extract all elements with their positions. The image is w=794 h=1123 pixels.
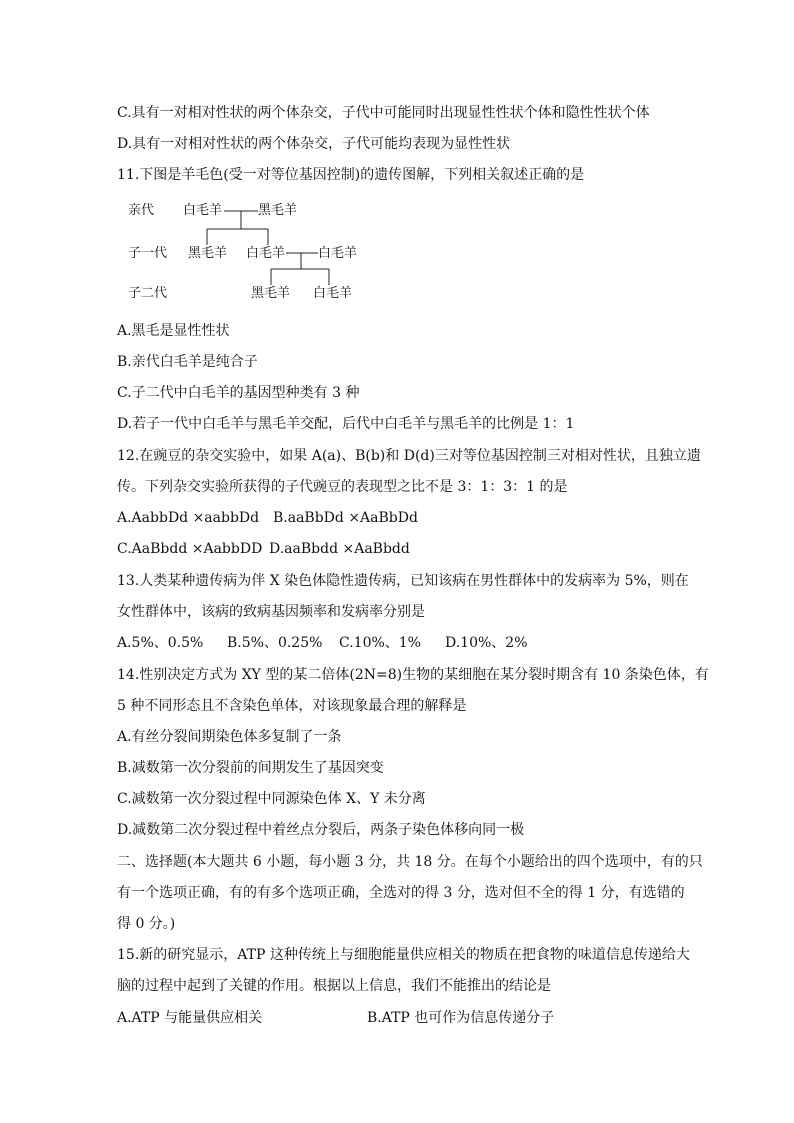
gen-label-f1: 子一代 — [128, 246, 168, 261]
q12-stem-line1: 12.在豌豆的杂交实验中，如果 A(a)、B(b)和 D(d)三对等位基因控制三对相对性状，且独立遗 — [117, 448, 701, 464]
f1-white-sheep: 白毛羊 — [246, 246, 286, 261]
q15-stem-line1: 15.新的研究显示，ATP 这种传统上与细胞能量供应相关的物质在把食物的味道信息传递给大 — [117, 947, 690, 963]
q12-option-b: B.aaBbDd ×AaBbDd — [273, 510, 418, 526]
f2-black-sheep: 黑毛羊 — [251, 286, 291, 301]
q13-option-a: A.5%、0.5% — [117, 635, 204, 651]
q14-option-a: A.有丝分裂间期染色体多复制了一条 — [117, 729, 342, 745]
gen-label-parents: 亲代 — [128, 203, 155, 218]
f2-white-sheep: 白毛羊 — [313, 286, 353, 301]
q12-option-d: D.aaBbdd ×AaBbdd — [269, 541, 410, 557]
mate-white-sheep: 白毛羊 — [318, 246, 358, 261]
q13-option-d: D.10%、2% — [445, 635, 528, 651]
q11-option-c: C.子二代中白毛羊的基因型种类有 3 种 — [117, 385, 360, 401]
q14-option-b: B.减数第一次分裂前的间期发生了基因突变 — [117, 760, 384, 776]
q15-option-b: B.ATP 也可作为信息传递分子 — [367, 1010, 555, 1026]
parent-black-sheep: 黑毛羊 — [258, 203, 298, 218]
q13-stem-line2: 女性群体中，该病的致病基因频率和发病率分别是 — [117, 604, 425, 620]
q13-option-c: C.10%、1% — [339, 635, 421, 651]
q13-stem-line1: 13.人类某种遗传病为伴 X 染色体隐性遗传病，已知该病在男性群体中的发病率为 5%，则在 — [117, 573, 689, 589]
gen-label-f2: 子二代 — [128, 286, 168, 301]
q10-option-c: C.具有一对相对性状的两个体杂交，子代中可能同时出现显性性状个体和隐性性状个体 — [117, 105, 650, 121]
section2-heading-line1: 二、选择题(本大题共 6 小题，每小题 3 分，共 18 分。在每个小题给出的四个选项中，有的只 — [117, 854, 703, 870]
q15-option-a: A.ATP 与能量供应相关 — [117, 1010, 263, 1026]
section2-heading-line2: 有一个选项正确，有的有多个选项正确，全选对的得 3 分，选对但不全的得 1 分，有选错的 — [117, 885, 685, 901]
q14-option-d: D.减数第二次分裂过程中着丝点分裂后，两条子染色体移向同一极 — [117, 822, 525, 838]
q13-option-b: B.5%、0.25% — [227, 635, 323, 651]
q14-stem-line2: 5 种不同形态且不含染色单体，对该现象最合理的解释是 — [117, 698, 467, 714]
q12-stem-line2: 传。下列杂交实验所获得的子代豌豆的表现型之比不是 3：1：3：1 的是 — [117, 479, 568, 495]
parent-white-sheep: 白毛羊 — [183, 203, 223, 218]
q11-option-b: B.亲代白毛羊是纯合子 — [117, 354, 258, 370]
q15-options-row — [117, 1009, 597, 1027]
q10-option-d: D.具有一对相对性状的两个体杂交，子代可能均表现为显性性状 — [117, 136, 511, 152]
q12-options-row1 — [117, 509, 417, 527]
q12-option-a: A.AabbDd ×aabbDd — [117, 510, 260, 526]
q12-option-c: C.AaBbdd ×AabbDD — [117, 541, 263, 557]
q11-stem: 11.下图是羊毛色(受一对等位基因控制)的遗传图解，下列相关叙述正确的是 — [117, 167, 585, 183]
q15-stem-line2: 脑的过程中起到了关键的作用。根据以上信息，我们不能推出的结论是 — [117, 978, 551, 994]
pedigree-diagram — [128, 198, 368, 308]
q13-options-row — [117, 634, 537, 652]
q11-option-a: A.黑毛是显性性状 — [117, 323, 230, 339]
section2-heading-line3: 得 0 分。) — [117, 916, 176, 932]
q14-stem-line1: 14.性别决定方式为 XY 型的某二倍体(2N=8)生物的某细胞在某分裂时期含有 10 条染色体，有 — [117, 667, 709, 683]
q14-option-c: C.减数第一次分裂过程中同源染色体 X、Y 未分离 — [117, 791, 426, 807]
f1-black-sheep: 黑毛羊 — [188, 246, 228, 261]
q12-options-row2 — [117, 540, 417, 558]
q11-option-d: D.若子一代中白毛羊与黑毛羊交配，后代中白毛羊与黑毛羊的比例是 1：1 — [117, 416, 575, 432]
